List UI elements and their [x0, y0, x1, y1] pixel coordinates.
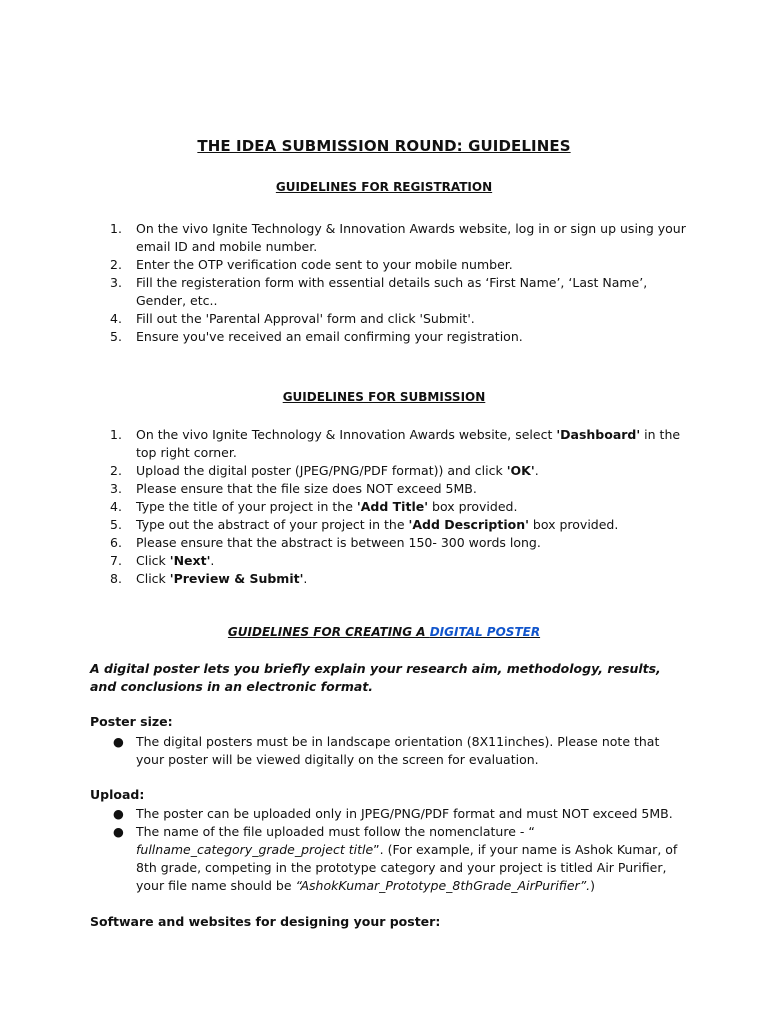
bullet-icon: ●	[113, 806, 124, 821]
list-item: ● The name of the file uploaded must follow the nomenclature - “ fullname_category_grade_project title”. (For example, if your name is Ashok Kumar, of 8th grade, competing in the prototype category and your project is titled Air Purifier, your file name should be “AshokKumar_Prototype_8thGrade_AirPurifier”.)	[113, 824, 678, 893]
list-item: 4. Fill out the 'Parental Approval' form and click 'Submit'.	[110, 311, 475, 326]
submission-heading: GUIDELINES FOR SUBMISSION	[282, 390, 486, 404]
submission-steps	[90, 426, 690, 588]
list-item: 5. Type out the abstract of your project in the 'Add Description' box provided.	[110, 517, 619, 532]
software-heading: Software and websites for designing your poster:	[90, 914, 441, 929]
list-item: 2. Upload the digital poster (JPEG/PNG/PDF format)) and click 'OK'.	[110, 463, 539, 478]
bullet-icon: ●	[113, 824, 124, 839]
poster-heading: GUIDELINES FOR CREATING A DIGITAL POSTER	[227, 625, 541, 639]
page-title: THE IDEA SUBMISSION ROUND: GUIDELINES	[197, 137, 571, 155]
list-item: ● The digital posters must be in landscape orientation (8X11inches). Please note that your poster will be viewed digitally on the screen for evaluation.	[113, 734, 660, 767]
bullet-icon: ●	[113, 734, 124, 749]
upload-list	[90, 805, 690, 895]
upload-heading: Upload:	[90, 787, 145, 802]
list-item: 2. Enter the OTP verification code sent to your mobile number.	[110, 257, 513, 272]
list-item: 1. On the vivo Ignite Technology & Innovation Awards website, log in or sign up using your email ID and mobile number.	[110, 221, 686, 254]
list-item: 8. Click 'Preview & Submit'.	[110, 571, 308, 586]
registration-steps	[90, 220, 690, 346]
list-item: ● The poster can be uploaded only in JPEG/PNG/PDF format and must NOT exceed 5MB.	[113, 806, 673, 821]
list-item: 1. On the vivo Ignite Technology & Innovation Awards website, select 'Dashboard' in the top right corner.	[110, 427, 681, 460]
list-item: 6. Please ensure that the abstract is between 150- 300 words long.	[110, 535, 541, 550]
digital-poster-link[interactable]: DIGITAL POSTER	[429, 625, 541, 639]
poster-size-heading: Poster size:	[90, 714, 173, 729]
list-item: 4. Type the title of your project in the 'Add Title' box provided.	[110, 499, 518, 514]
list-item: 3. Fill the registeration form with essential details such as ‘First Name’, ‘Last Name’, Gender, etc..	[110, 275, 648, 308]
poster-size-list	[90, 733, 690, 769]
list-item: 3. Please ensure that the file size does NOT exceed 5MB.	[110, 481, 477, 496]
poster-intro: A digital poster lets you briefly explain your research aim, methodology, results, and conclusions in an electronic format.	[90, 661, 661, 694]
list-item: 7. Click 'Next'.	[110, 553, 215, 568]
registration-heading: GUIDELINES FOR REGISTRATION	[275, 180, 493, 194]
list-item: 5. Ensure you've received an email confirming your registration.	[110, 329, 523, 344]
